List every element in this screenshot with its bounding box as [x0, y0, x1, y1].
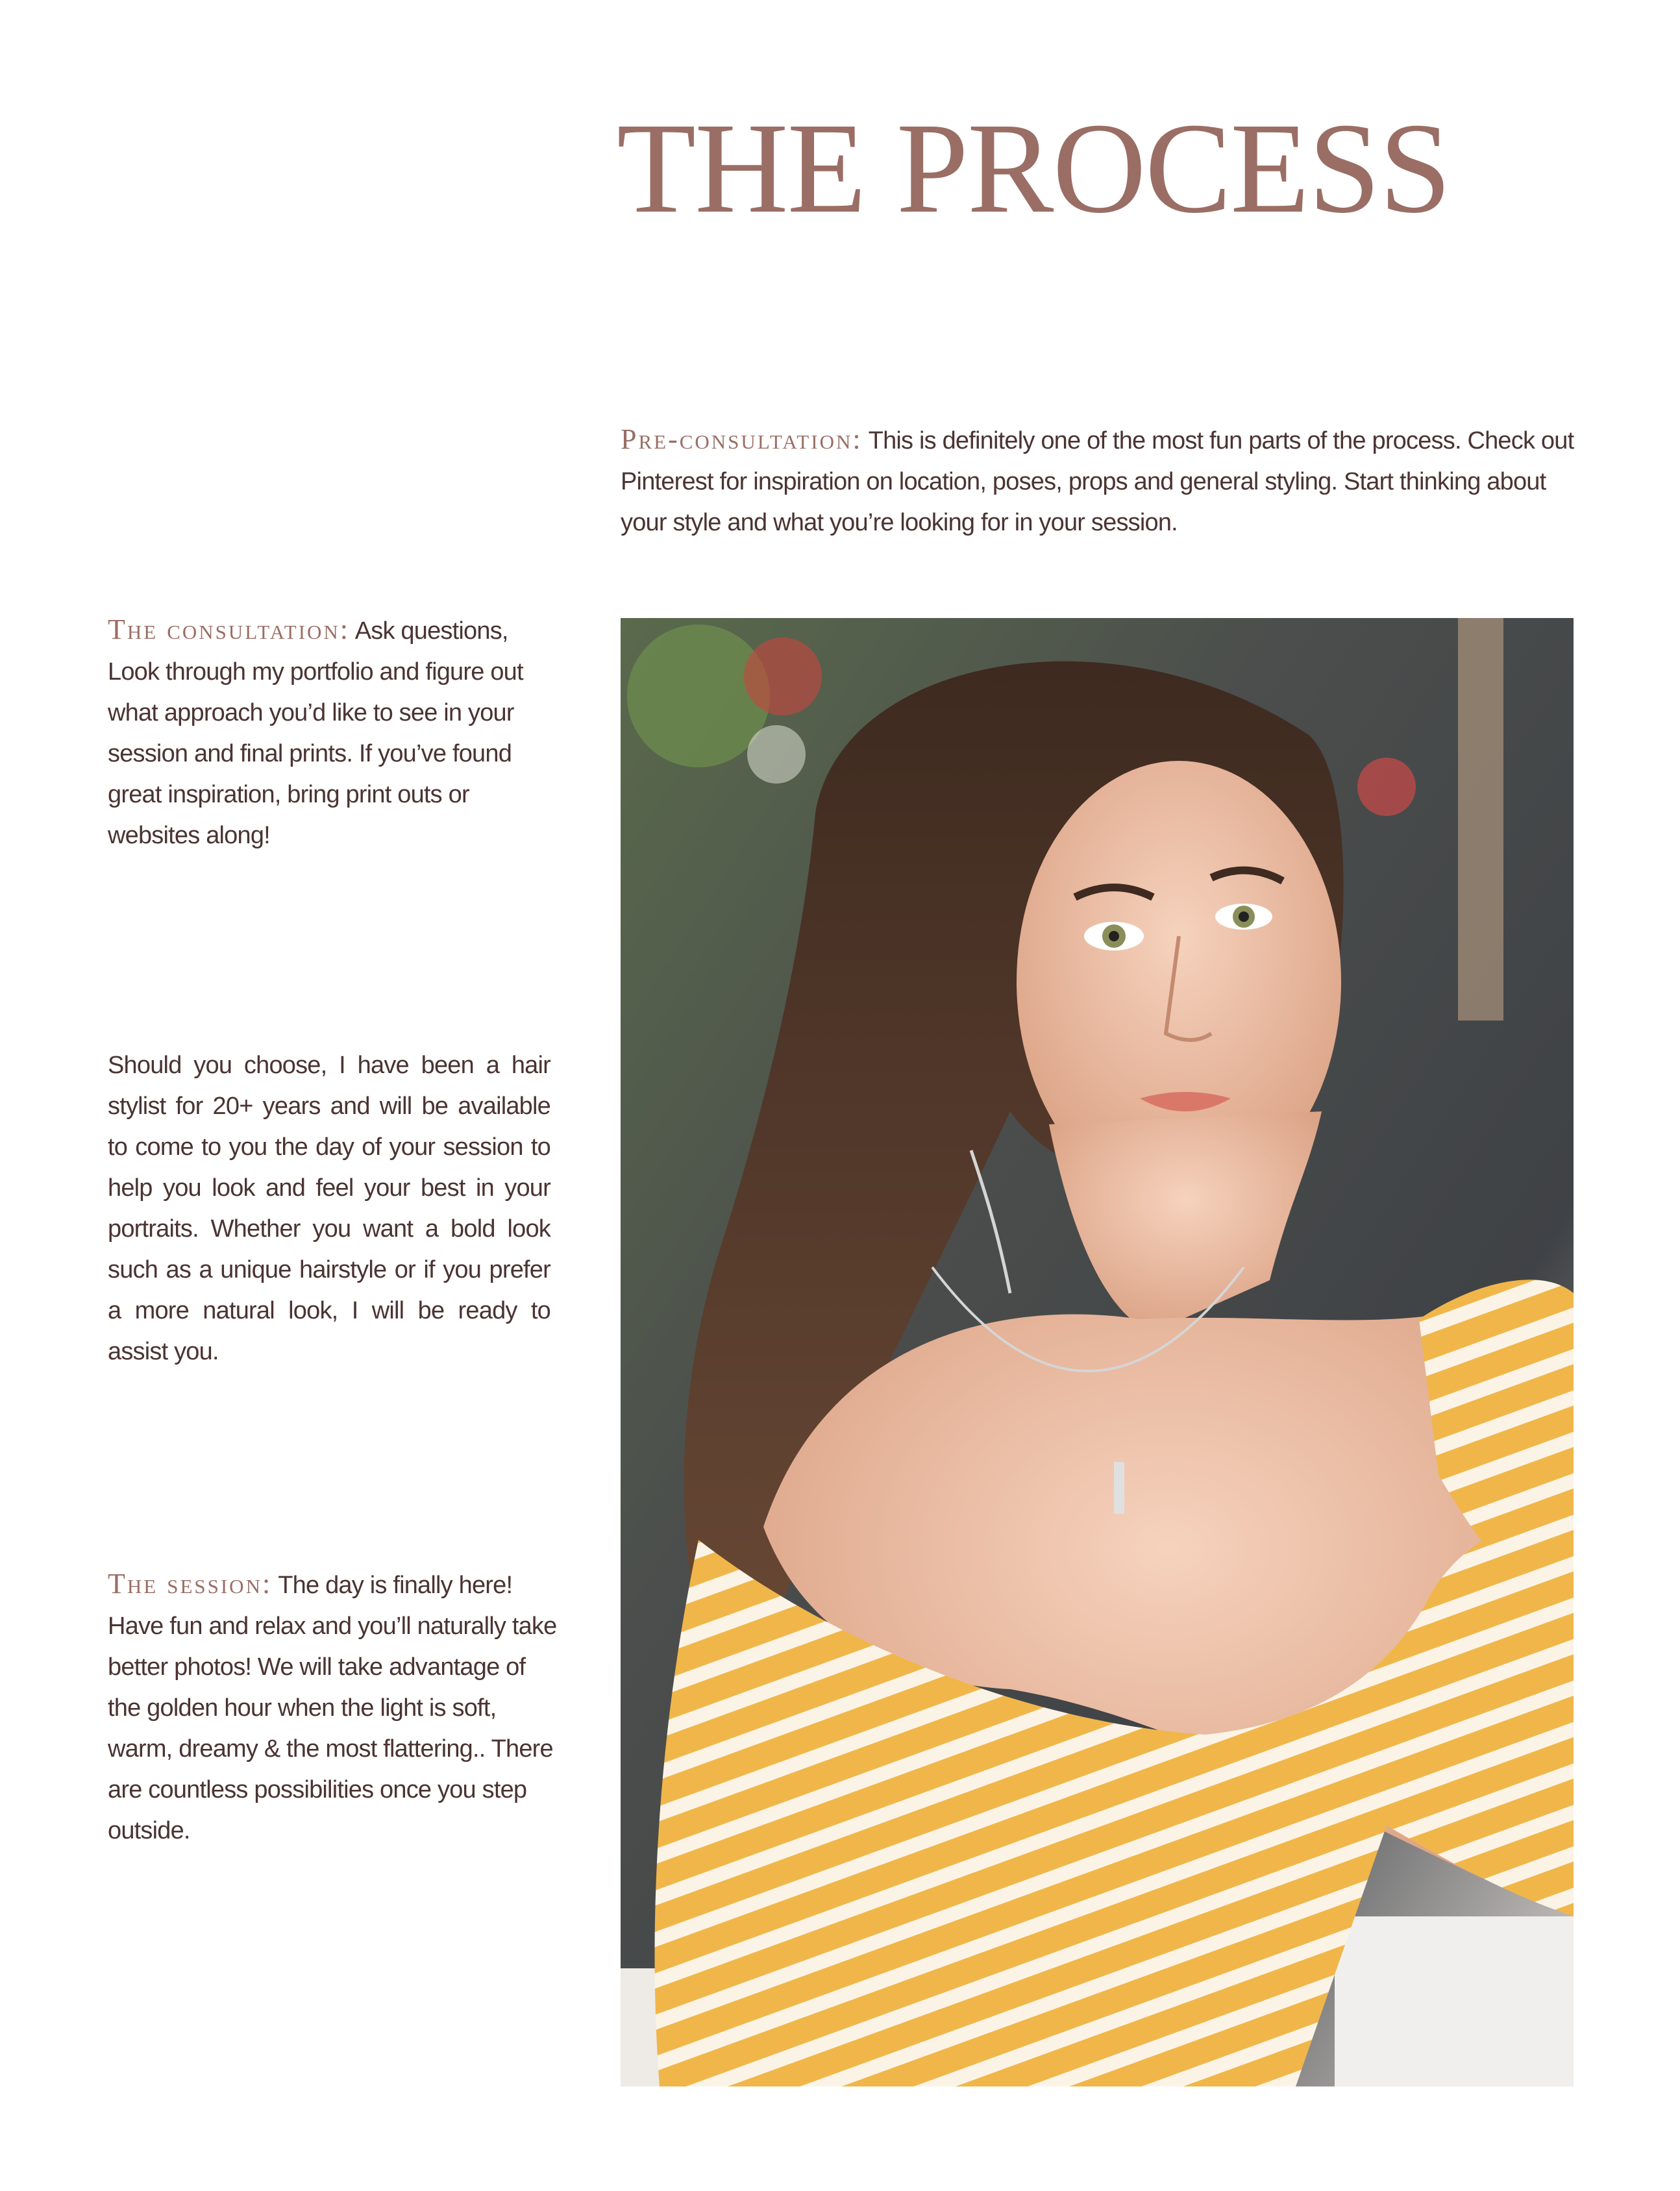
- consultation-paragraph: [108, 609, 562, 856]
- stylist-paragraph: [108, 1045, 550, 1372]
- session-heading: The session:: [108, 1568, 273, 1600]
- pre-consultation-paragraph: [621, 419, 1581, 543]
- page-title: THE PROCESS: [617, 97, 1450, 240]
- pre-consultation-text: This is definitely one of the most fun parts of the process. Check out Pinterest for inspiration on location, poses, props and general styling. Start thinking about your style and what you’re looking for in your session.: [621, 427, 1574, 536]
- pre-consultation-heading: Pre-consultation:: [621, 423, 863, 455]
- session-paragraph: [108, 1563, 562, 1851]
- stylist-text: Should you choose, I have been a hair stylist for 20+ years and will be available to come to you the day of your session to help you look and feel your best in your portraits. Whether you want a bold look such as a unique hairstyle or if you prefer a more natural look, I will be ready to assist you.: [108, 1052, 550, 1365]
- session-text: The day is finally here! Have fun and relax and you’ll naturally take better photos! We will take advantage of the golden hour when the light is soft, warm, dreamy & the most flattering.. There are countless possibilities once you step outside.: [108, 1572, 557, 1844]
- consultation-text: Ask questions, Look through my portfolio and figure out what approach you’d like to see in your session and final prints. If you’ve found great inspiration, bring print outs or websites along!: [108, 617, 523, 849]
- consultation-heading: The consultation:: [108, 613, 351, 645]
- portrait-photo: [621, 618, 1574, 2086]
